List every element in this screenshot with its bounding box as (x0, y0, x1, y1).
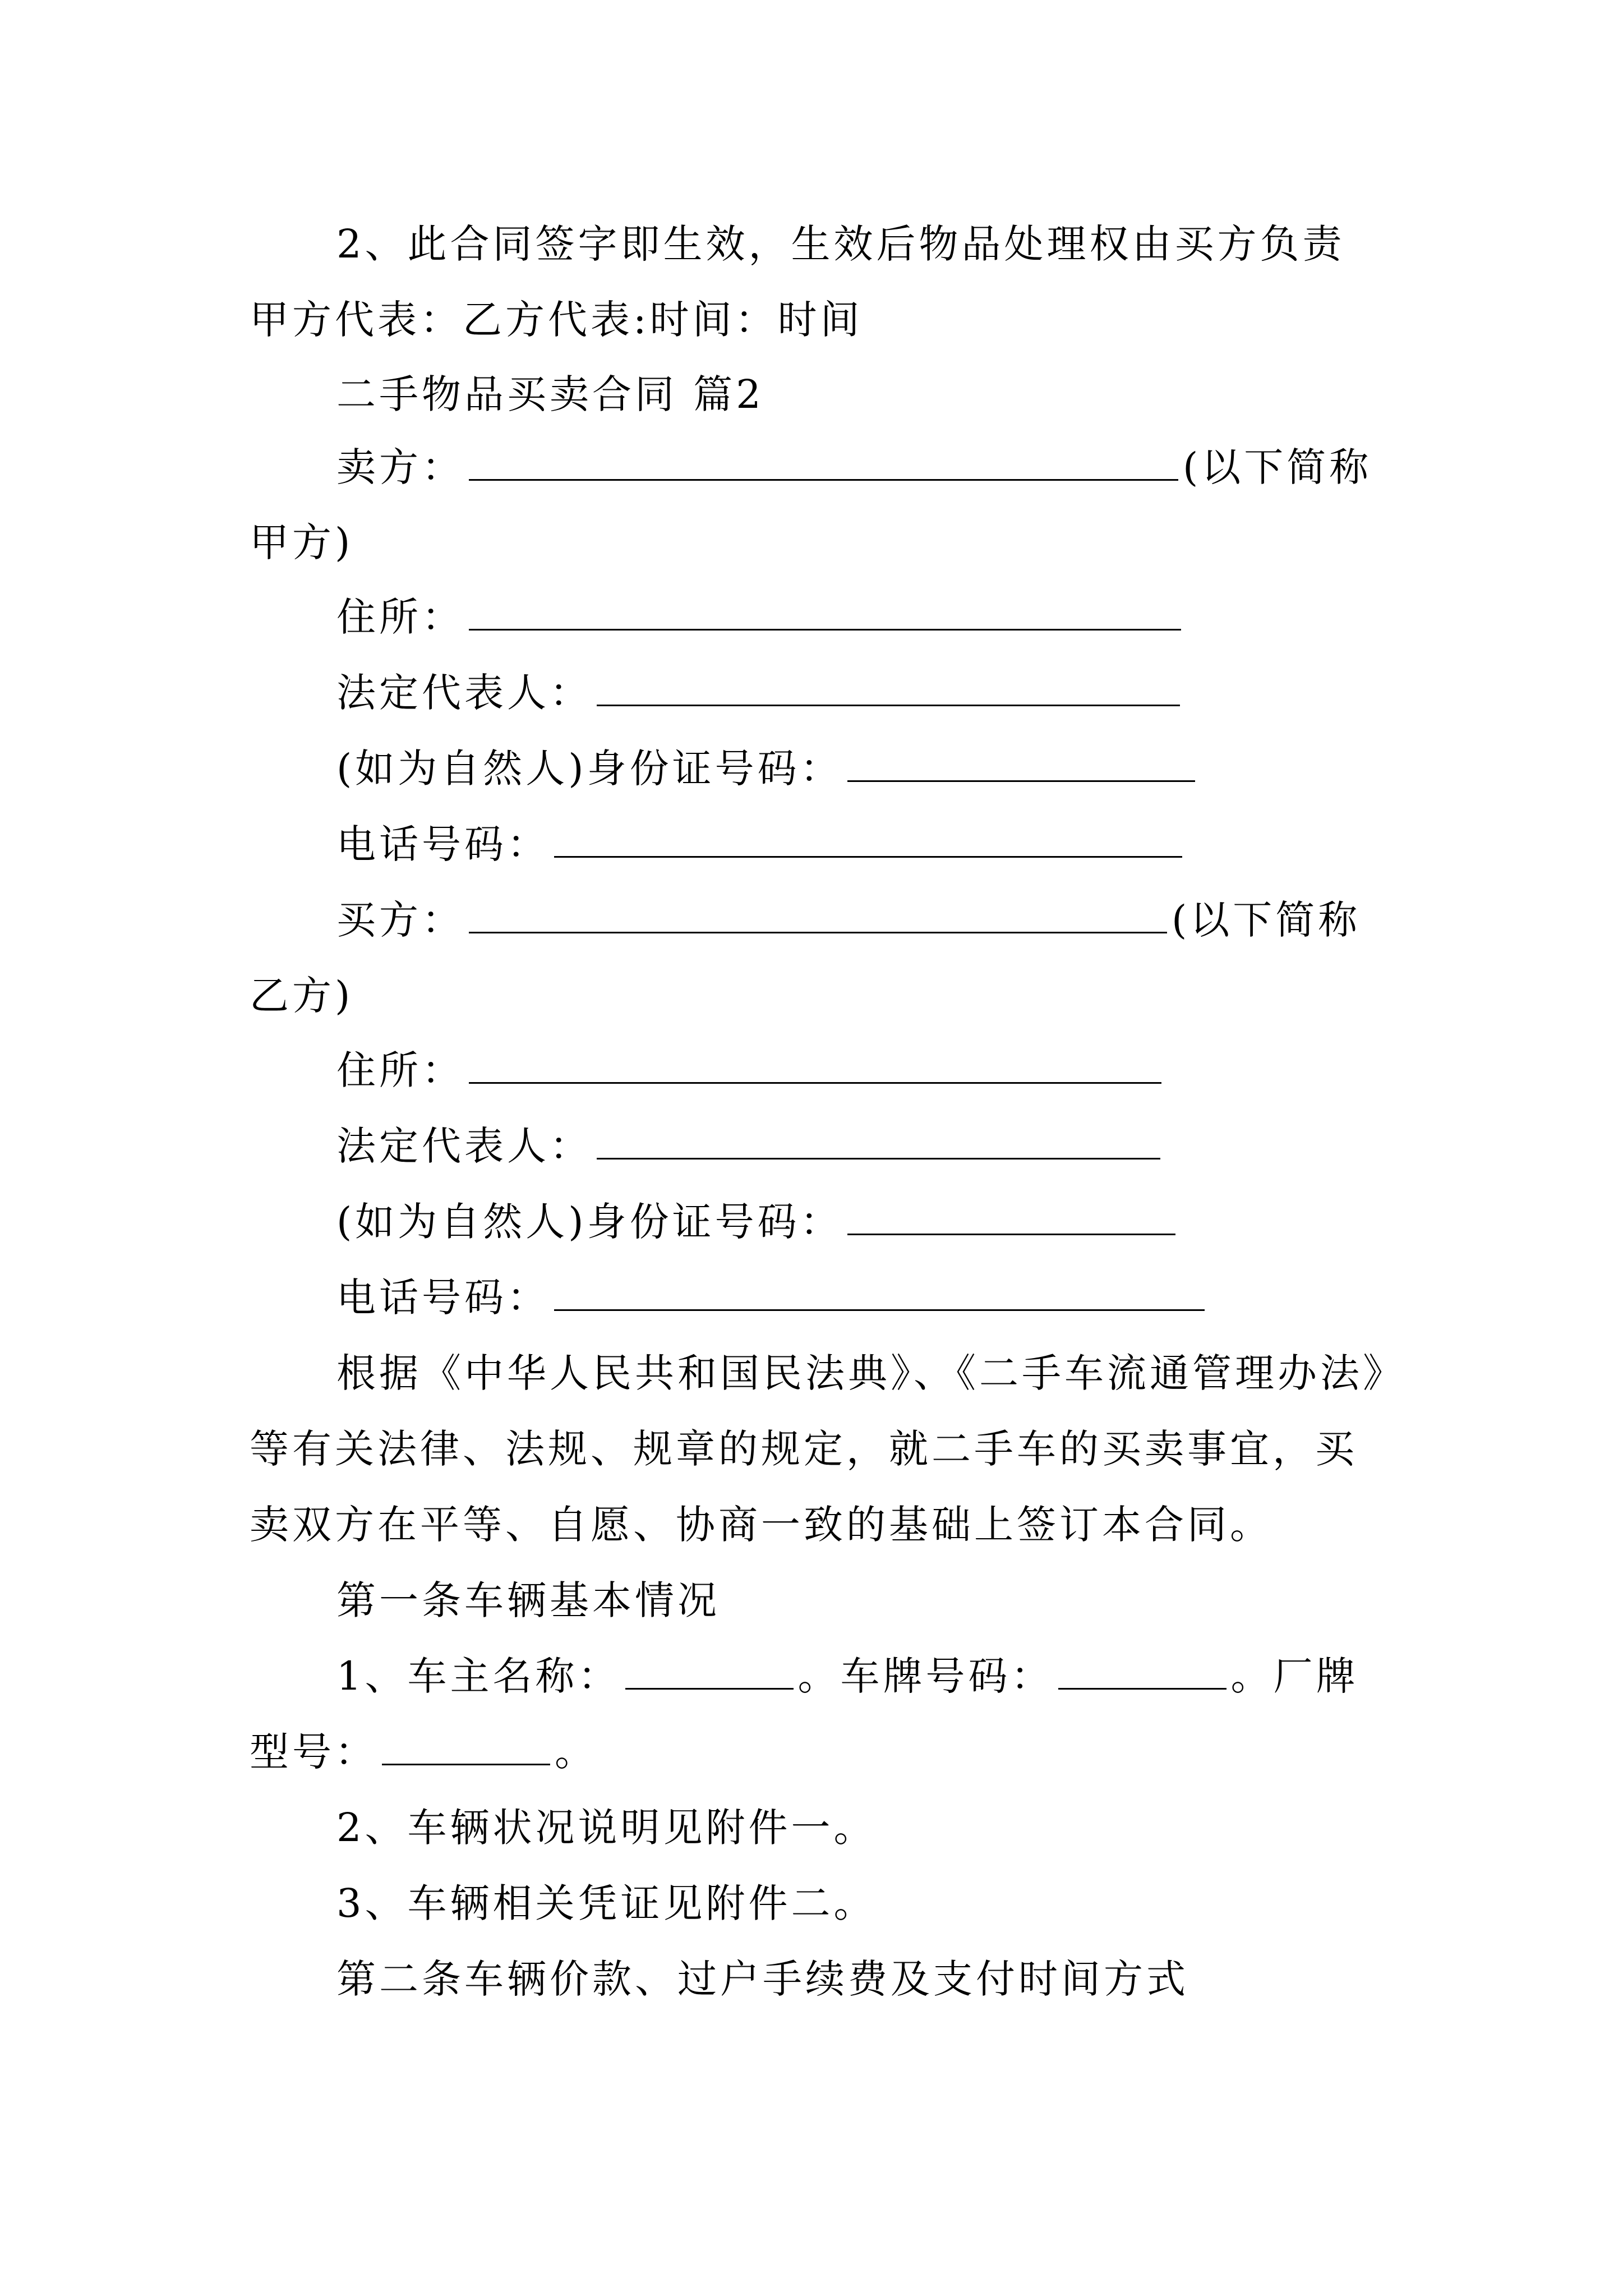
contract-title: 二手物品买卖合同 篇2 (336, 371, 764, 417)
seller-line (336, 436, 1372, 498)
owner-name-label: 1、车主名称： (336, 1653, 621, 1699)
seller-phone-line (336, 813, 1187, 875)
plate-number-label: 。车牌号码： (797, 1653, 1054, 1699)
buyer-line-cont: 乙方) (250, 973, 354, 1019)
seller-id-label: (如为自然人)身份证号码： (336, 746, 843, 792)
seller-label: 卖方： (336, 444, 464, 490)
seller-address-blank (469, 590, 1181, 631)
seller-phone-blank (554, 817, 1182, 858)
buyer-legal-rep-blank (597, 1119, 1160, 1159)
clause-2-condition: 2、车辆状况说明见附件一。 (336, 1805, 877, 1851)
vehicle-info-line (336, 1645, 1359, 1707)
brand-label: 。厂牌 (1230, 1653, 1359, 1699)
buyer-phone-label: 电话号码： (336, 1274, 550, 1320)
clause-2-effective: 2、此合同签字即生效，生效后物品处理权由买方负责 (336, 221, 1345, 267)
article-1-heading: 第一条车辆基本情况 (336, 1577, 720, 1623)
buyer-line (336, 889, 1361, 951)
seller-address-line (336, 586, 1186, 648)
buyer-id-label: (如为自然人)身份证号码： (336, 1199, 843, 1245)
buyer-phone-line (336, 1267, 1209, 1328)
article-2-heading: 第二条车辆价款、过户手续费及支付时间方式 (336, 1956, 1189, 2002)
seller-legal-rep-line (336, 662, 1184, 724)
buyer-id-line (336, 1191, 1180, 1253)
preamble-line-2: 等有关法律、法规、规章的规定，就二手车的买卖事宜，买 (250, 1426, 1358, 1472)
model-line (250, 1721, 597, 1783)
buyer-address-blank (469, 1043, 1161, 1084)
preamble-line-1: 根据《中华人民共和国民法典》、《二手车流通管理办法》 (336, 1350, 1405, 1396)
owner-name-blank (625, 1649, 794, 1690)
seller-legal-rep-blank (597, 665, 1180, 706)
clause-3-documents: 3、车辆相关凭证见附件二。 (336, 1880, 877, 1926)
seller-id-blank (847, 741, 1195, 782)
seller-suffix: (以下简称 (1183, 444, 1372, 490)
plate-number-blank (1058, 1649, 1227, 1690)
buyer-phone-blank (554, 1270, 1205, 1311)
model-label: 型号： (250, 1729, 377, 1775)
seller-phone-label: 电话号码： (336, 821, 550, 867)
buyer-suffix: (以下简称 (1172, 897, 1361, 943)
buyer-legal-rep-label: 法定代表人： (336, 1123, 592, 1169)
seller-id-line (336, 738, 1200, 799)
seller-address-label: 住所： (336, 594, 464, 640)
preamble-line-3: 卖双方在平等、自愿、协商一致的基础上签订本合同。 (250, 1502, 1272, 1548)
buyer-blank (469, 892, 1167, 933)
representatives-line: 甲方代表：乙方代表:时间：时间 (250, 297, 863, 343)
seller-blank (469, 440, 1178, 481)
buyer-address-label: 住所： (336, 1047, 464, 1093)
seller-line-cont: 甲方) (250, 519, 354, 565)
buyer-legal-rep-line (336, 1115, 1165, 1177)
seller-legal-rep-label: 法定代表人： (336, 670, 592, 716)
buyer-address-line (336, 1039, 1166, 1101)
buyer-label: 买方： (336, 897, 464, 943)
model-suffix: 。 (555, 1729, 597, 1775)
buyer-id-blank (847, 1194, 1175, 1235)
model-blank (382, 1724, 550, 1765)
